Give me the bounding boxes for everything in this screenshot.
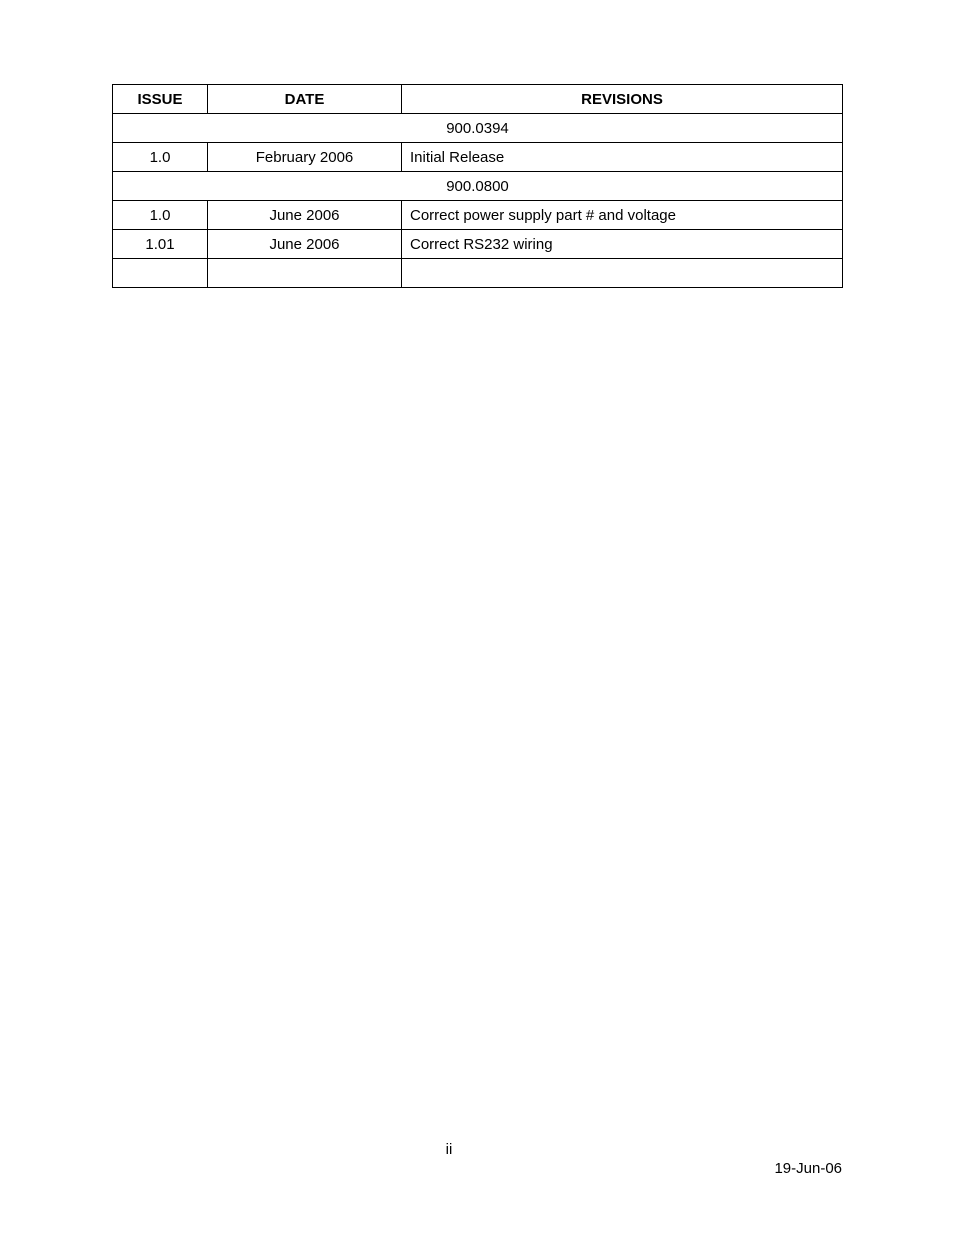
issue-cell: 1.01: [113, 230, 208, 259]
date-cell: June 2006: [208, 201, 402, 230]
table-row: [113, 201, 843, 230]
section-row: [113, 172, 843, 201]
empty-cell: [402, 259, 843, 288]
date-column-header: DATE: [208, 85, 402, 114]
date-cell: February 2006: [208, 143, 402, 172]
issue-column-header: ISSUE: [113, 85, 208, 114]
revision-cell: Correct power supply part # and voltage: [402, 201, 843, 230]
revisions-column-header: REVISIONS: [402, 85, 843, 114]
date-cell: June 2006: [208, 230, 402, 259]
revision-table: [112, 84, 843, 288]
empty-cell: [113, 259, 208, 288]
table-row: [113, 143, 843, 172]
empty-cell: [208, 259, 402, 288]
section-title: 900.0800: [113, 172, 843, 201]
revision-cell: Correct RS232 wiring: [402, 230, 843, 259]
table-row: [113, 230, 843, 259]
footer-date: 19-Jun-06: [774, 1160, 842, 1177]
issue-cell: 1.0: [113, 201, 208, 230]
empty-table-row: [113, 259, 843, 288]
issue-cell: 1.0: [113, 143, 208, 172]
page-number: ii: [445, 1141, 453, 1158]
revision-cell: Initial Release: [402, 143, 843, 172]
section-title: 900.0394: [113, 114, 843, 143]
section-row: [113, 114, 843, 143]
table-header-row: [113, 85, 843, 114]
